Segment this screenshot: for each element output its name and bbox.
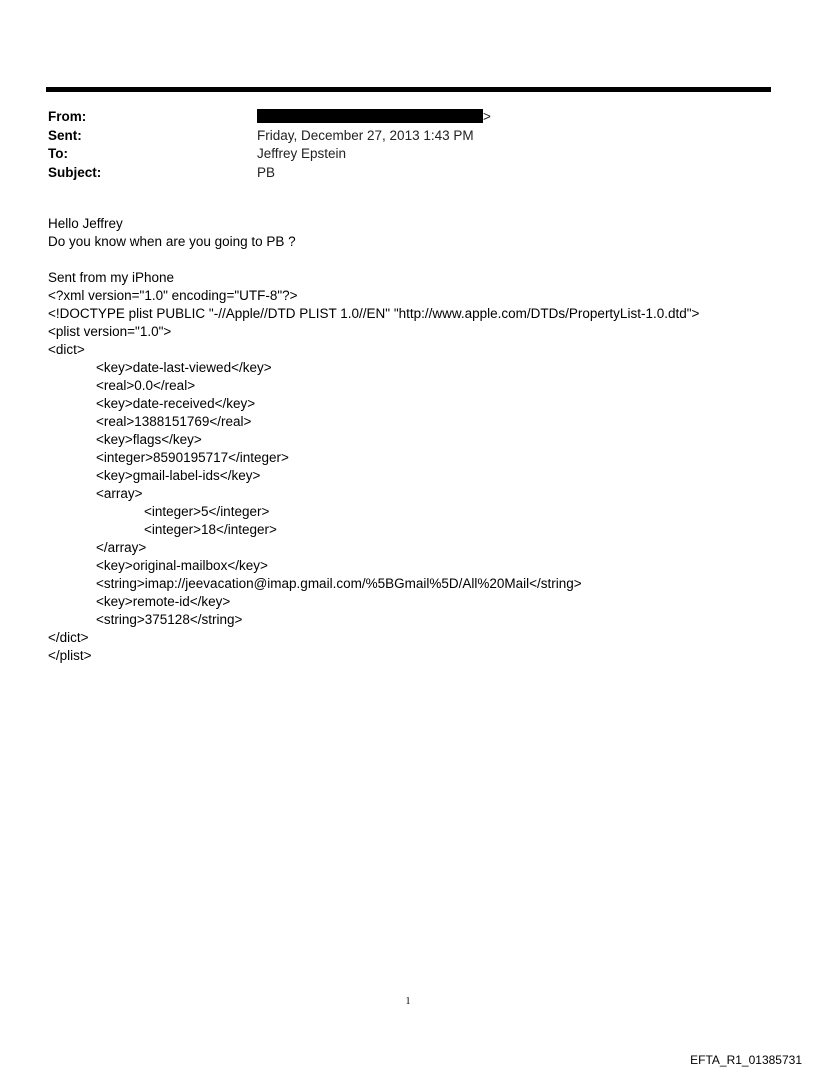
subject-value: PB <box>257 164 276 180</box>
from-row <box>48 108 748 127</box>
plist-line: <!DOCTYPE plist PUBLIC "-//Apple//DTD PLIST 1.0//EN" "http://www.apple.com/DTDs/PropertyList-1.0.dtd"> <box>48 306 700 321</box>
from-value <box>257 108 491 127</box>
plist-line: <plist version="1.0"> <box>48 324 172 339</box>
plist-line: <array> <box>96 486 143 501</box>
to-row <box>48 145 748 164</box>
email-body <box>48 215 788 665</box>
plist-line: <integer>8590195717</integer> <box>96 450 289 465</box>
plist-line: <integer>5</integer> <box>144 504 270 519</box>
page-number: 1 <box>405 996 411 1007</box>
greeting: Hello Jeffrey <box>48 216 123 231</box>
to-label: To: <box>48 146 68 161</box>
header-divider <box>46 87 771 92</box>
plist-line: <integer>18</integer> <box>144 522 277 537</box>
paragraph-gap <box>48 251 788 269</box>
plist-line: <key>original-mailbox</key> <box>96 558 268 573</box>
plist-line: <key>flags</key> <box>96 432 202 447</box>
plist-line: <string>imap://jeevacation@imap.gmail.com/%5BGmail%5D/All%20Mail</string> <box>96 576 582 591</box>
plist-line: <string>375128</string> <box>96 612 243 627</box>
email-header <box>48 108 748 182</box>
redaction-bar <box>257 109 483 123</box>
sent-value: Friday, December 27, 2013 1:43 PM <box>257 127 474 143</box>
plist-line: </plist> <box>48 648 92 663</box>
plist-line: <?xml version="1.0" encoding="UTF-8"?> <box>48 288 298 303</box>
plist-line: <key>date-last-viewed</key> <box>96 360 272 375</box>
signature: Sent from my iPhone <box>48 270 175 285</box>
from-label: From: <box>48 109 87 124</box>
plist-line: <dict> <box>48 342 85 357</box>
plist-line: </array> <box>96 540 147 555</box>
plist-line: <key>remote-id</key> <box>96 594 231 609</box>
sent-row <box>48 127 748 146</box>
subject-label: Subject: <box>48 164 102 180</box>
question: Do you know when are you going to PB ? <box>48 234 296 249</box>
plist-line: </dict> <box>48 630 89 645</box>
sent-label: Sent: <box>48 127 82 143</box>
to-value: Jeffrey Epstein <box>257 146 347 161</box>
from-suffix: > <box>483 109 491 124</box>
plist-line: <real>1388151769</real> <box>96 414 252 429</box>
document-id: EFTA_R1_01385731 <box>690 1053 802 1067</box>
plist-line: <key>gmail-label-ids</key> <box>96 468 261 483</box>
plist-line: <key>date-received</key> <box>96 396 256 411</box>
subject-row <box>48 164 748 183</box>
plist-line: <real>0.0</real> <box>96 378 196 393</box>
